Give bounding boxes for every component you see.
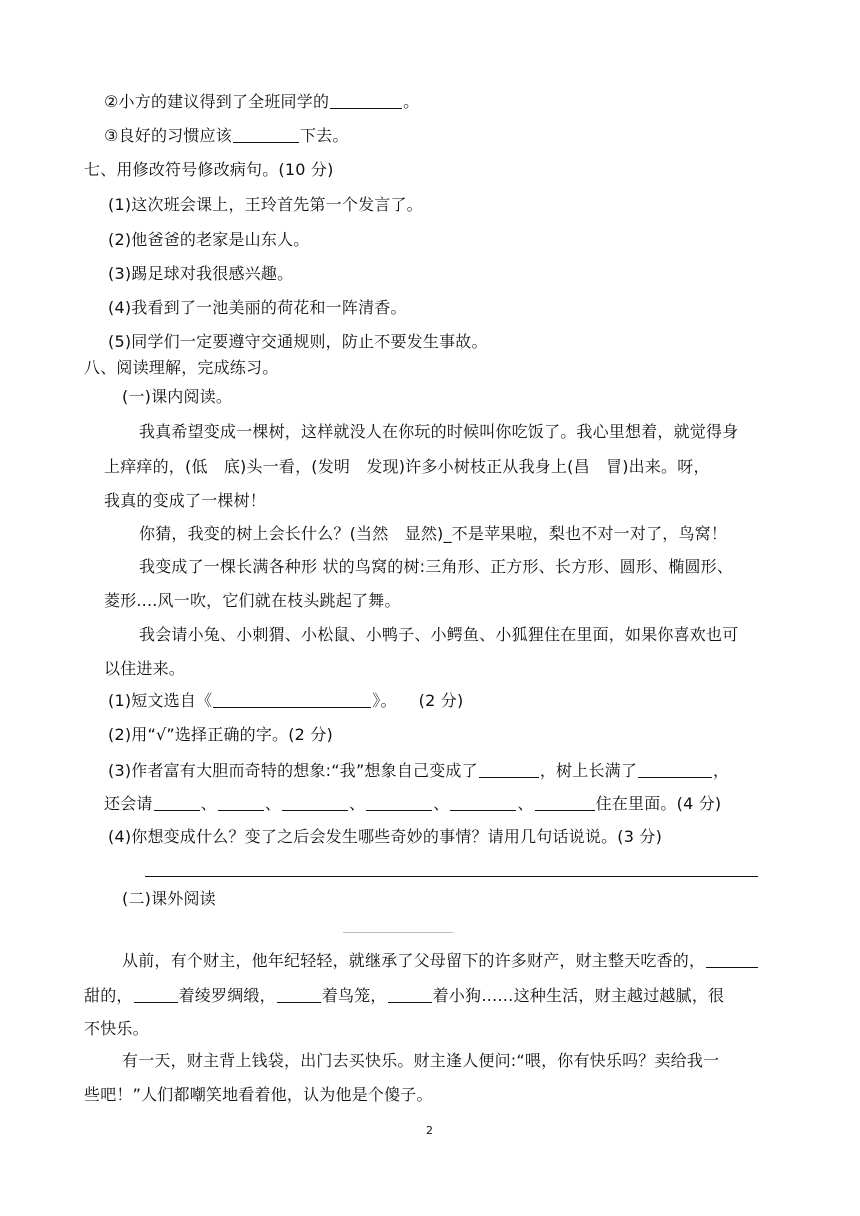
passage-line: 菱形....风一吹，它们就在枝头跳起了舞。 [104,591,401,610]
reading-line: 从前，有个财主，他年纪轻轻，就继承了父母留下的许多财产，财主整天吃香的， [122,950,759,972]
title-placeholder-line [343,932,453,933]
part-1-title: (一)课内阅读。 [122,387,233,406]
answer-blank[interactable] [233,126,299,143]
answer-line[interactable] [145,876,758,877]
answer-blank[interactable] [154,794,200,811]
passage-line: 我真希望变成一棵树，这样就没人在你玩的时候叫你吃饭了。我心里想着，就觉得身 [139,422,739,441]
question-1: (1)短文选自《 》。 (2 分) [108,691,464,710]
answer-blank[interactable] [479,761,539,778]
answer-blank[interactable] [706,951,758,968]
answer-blank[interactable] [134,986,178,1003]
passage-line: 上痒痒的，(低 底)头一看，(发明 发现)许多小树枝正从我身上(昌 冒)出来。呀， [104,457,710,476]
answer-blank[interactable] [638,761,712,778]
answer-blank[interactable] [330,92,402,109]
page-number: 2 [426,1124,433,1137]
answer-blank[interactable] [282,794,348,811]
section-7-title: 七、用修改符号修改病句。(10 分) [84,160,334,179]
answer-blank[interactable] [450,794,516,811]
passage-line: 以住进来。 [104,659,186,678]
reading-line: 些吧！”人们都嘲笑地看着他，认为他是个傻子。 [84,1085,433,1104]
sentence-3: (3)踢足球对我很感兴趣。 [108,264,294,283]
passage-line: 我真的变成了一棵树！ [104,491,267,510]
q6-item-2: ②小方的建议得到了全班同学的 。 [104,92,420,111]
section-8-title: 八、阅读理解，完成练习。 [84,358,279,377]
question-3: (3)作者富有大胆而奇特的想象:“我”想象自己变成了 ，树上长满了 ， [108,761,730,780]
q6-item-3: ③良好的习惯应该 下去。 [104,126,349,145]
answer-blank[interactable] [535,794,595,811]
sentence-5: (5)同学们一定要遵守交通规则，防止不要发生事故。 [108,332,488,351]
sentence-1: (1)这次班会课上，王玲首先第一个发言了。 [108,195,423,214]
answer-blank[interactable] [213,691,371,708]
answer-blank[interactable] [366,794,432,811]
question-3-cont: 还会请 、 、 、 、 、 住在里面。(4 分) [104,794,722,813]
reading-line: 有一天，财主背上钱袋，出门去买快乐。财主逢人便问:“喂，你有快乐吗？卖给我一 [122,1051,720,1070]
sentence-4: (4)我看到了一池美丽的荷花和一阵清香。 [108,298,407,317]
question-4: (4)你想变成什么？变了之后会发生哪些奇妙的事情？请用几句话说说。(3 分) [108,827,663,846]
answer-blank[interactable] [277,986,321,1003]
reading-line: 不快乐。 [84,1019,149,1038]
passage-line: 我会请小兔、小刺猬、小松鼠、小鸭子、小鳄鱼、小狐狸住在里面，如果你喜欢也可 [139,625,739,644]
sentence-2: (2)他爸爸的老家是山东人。 [108,230,310,249]
answer-blank[interactable] [218,794,264,811]
passage-line: 我变成了一棵长满各种形 状的鸟窝的树:三角形、正方形、长方形、圆形、椭圆形、 [139,557,734,576]
question-2: (2)用“√”选择正确的字。(2 分) [108,725,333,744]
answer-blank[interactable] [388,986,432,1003]
reading-line: 甜的， 着绫罗绸缎， 着鸟笼， 着小狗……这种生活，财主越过越腻，很 [84,986,725,1005]
passage-line: 你猜，我变的树上会长什么？(当然 显然)_不是苹果啦，梨也不对一对了，鸟窝！ [139,524,728,543]
part-2-title: (二)课外阅读 [122,889,216,908]
